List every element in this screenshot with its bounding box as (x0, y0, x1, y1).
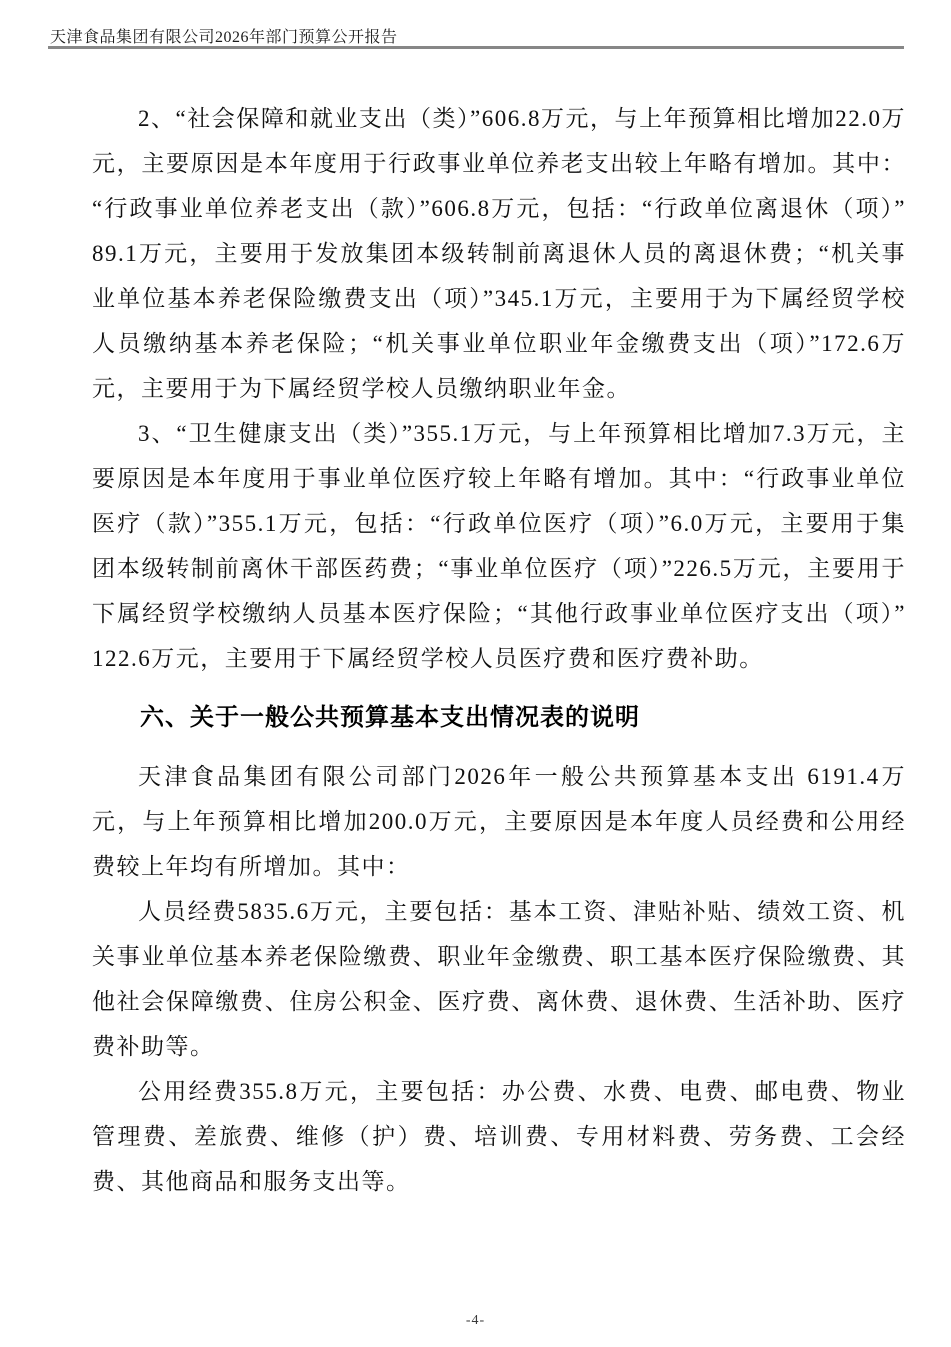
paragraph-social-security-expenditure: 2、“社会保障和就业支出（类）”606.8万元，与上年预算相比增加22.0万元，主要原因是本年度用于行政事业单位养老支出较上年略有增加。其中：“行政事业单位养老支出（款）”606.8万元，包括：“行政单位离退休（项）”89.1万元，主要用于发放集团本级转制前离退休人员的离退休费；“机关事业单位基本养老保险缴费支出（项）”345.1万元，主要用于为下属经贸学校人员缴纳基本养老保险；“机关事业单位职业年金缴费支出（项）”172.6万元，主要用于为下属经贸学校人员缴纳职业年金。 (92, 106, 906, 401)
document-body (92, 96, 906, 1204)
paragraph-public-funds: 公用经费355.8万元，主要包括：办公费、水费、电费、邮电费、物业管理费、差旅费、维修（护）费、培训费、专用材料费、劳务费、工会经费、其他商品和服务支出等。 (92, 1079, 906, 1194)
paragraph-personnel-funds: 人员经费5835.6万元，主要包括：基本工资、津贴补贴、绩效工资、机关事业单位基本养老保险缴费、职业年金缴费、职工基本医疗保险缴费、其他社会保障缴费、住房公积金、医疗费、离休费、退休费、生活补助、医疗费补助等。 (92, 899, 906, 1059)
section-heading-six: 六、关于一般公共预算基本支出情况表的说明 (140, 704, 640, 731)
footer-page-number: -4- (465, 1313, 486, 1328)
running-header-title: 天津食品集团有限公司2026年部门预算公开报告 (50, 29, 398, 46)
paragraph-basic-expenditure-total: 天津食品集团有限公司部门2026年一般公共预算基本支出 6191.4万元，与上年预算相比增加200.0万元，主要原因是本年度人员经费和公用经费较上年均有所增加。其中： (92, 764, 906, 879)
header-divider-rule (48, 46, 904, 49)
paragraph-health-expenditure: 3、“卫生健康支出（类）”355.1万元，与上年预算相比增加7.3万元，主要原因是本年度用于事业单位医疗较上年略有增加。其中：“行政事业单位医疗（款）”355.1万元，包括：“行政单位医疗（项）”6.0万元，主要用于集团本级转制前离休干部医药费；“事业单位医疗（项）”226.5万元，主要用于下属经贸学校缴纳人员基本医疗保险；“其他行政事业单位医疗支出（项）”122.6万元，主要用于下属经贸学校人员医疗费和医疗费补助。 (92, 421, 906, 671)
